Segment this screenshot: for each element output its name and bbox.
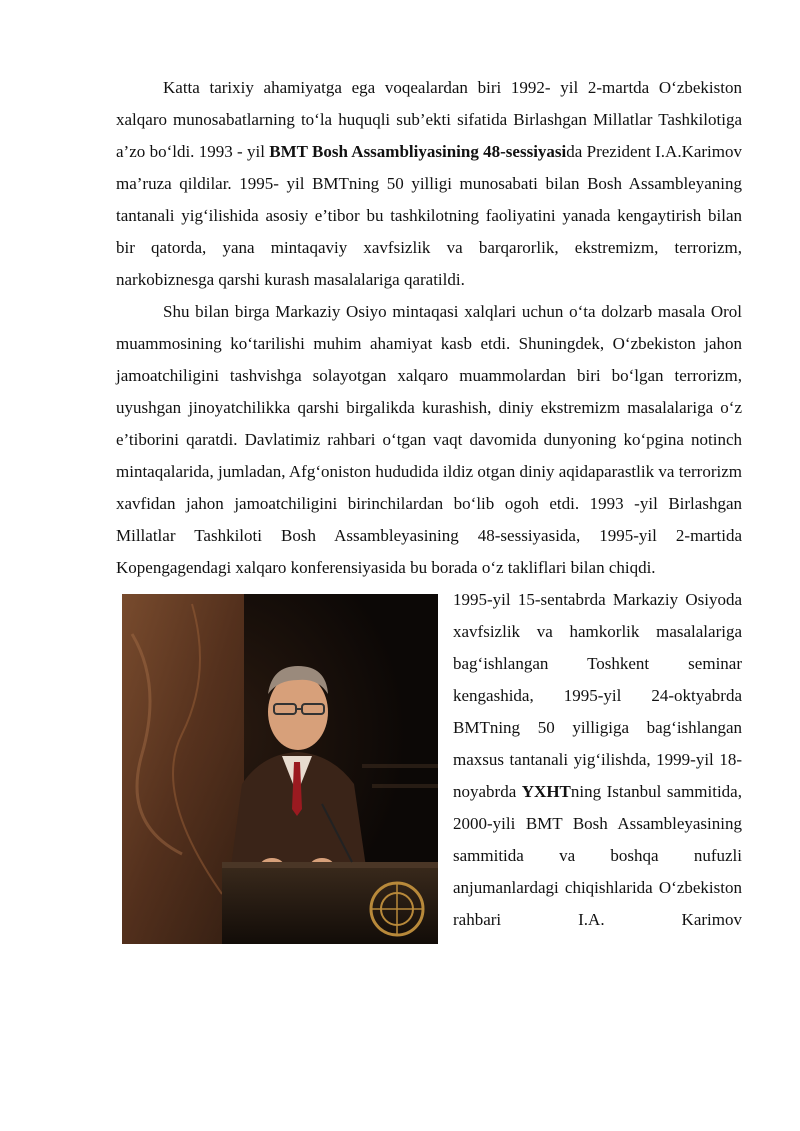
paragraph-1-text-a: Katta tarixiy ahamiyatga ega voqealardan biri 1992- yil 2-martda O‘zbekiston xalqaro munosabatlarning to‘la huquqli sub’ekti sifatida Birlashgan Millatlar Tashkilotiga a’zo bo‘ldi. 1993 - yil [116,78,742,161]
paragraph-3 [453,584,742,936]
paragraph-3-text-b: ning Istanbul sammitida, 2000-yili BMT Bosh Assambleyasining sammitida va boshqa nufuzli anjumanlardagi chiqishlarida O‘zbekiston rahbari I.A. Karimov [453,782,742,929]
speaker-at-un-podium-photo [122,594,438,944]
figure-row [116,584,742,984]
paragraph-3-bold: YXHT [521,782,571,801]
paragraph-1-bold: BMT Bosh Assambliyasining 48-sessiyasi [269,142,567,161]
paragraph-2: Shu bilan birga Markaziy Osiyo mintaqasi xalqlari uchun o‘ta dolzarb masala Orol muammosining ko‘tarilishi muhim ahamiyat kasb etdi. Shuningdek, O‘zbekiston jahon jamoatchiligini tashvishga solayotgan xalqaro muammolardan biri bo‘lgan terrorizm, uyushgan jinoyatchilikka qarshi birgalikda kurashish, diniy ekstremizm masalalariga o‘z e’tiborini qaratdi. Davlatimiz rahbari o‘tgan vaqt davomida dunyoning ko‘pgina notinch mintaqalarida, jumladan, Afg‘oniston hududida ildiz otgan diniy aqidaparastlik va terrorizm xavfidan jahon jamoatchiligini birinchilardan bo‘lib ogoh etdi. 1993 -yil Birlashgan Millatlar Tashkiloti Bosh Assambleyasining 48-sessiyasida, 1995-yil 2-martida Kopengagendagi xalqaro konferensiyasida bu borada o‘z takliflari bilan chiqdi. [116,302,742,577]
paragraph-3-text-a: 1995-yil 15-sentabrda Markaziy Osiyoda xavfsizlik va hamkorlik masalalariga bag‘ishlangan Toshkent seminar kengashida, 1995-yil 24-oktyabrda BMTning 50 yilligiga bag‘ishlangan maxsus tantanali yig‘ilishda, 1999-yil 18-noyabrda [453,590,742,801]
paragraph-1-text-b: da Prezident I.A.Karimov ma’ruza qildilar. 1995- yil BMTning 50 yilligi munosabati bilan Bosh Assambleyaning tantanali yig‘ilishida asosiy e’tibor bu tashkilotning faoliyatini yanada kengaytirish bilan bir qatorda, yana mintaqaviy xavfsizlik va barqarorlik, ekstremizm, terrorizm, narkobiznesga qarshi kurash masalalariga qaratildi. [116,142,742,289]
speaker-photo [122,594,438,944]
side-column [453,584,742,936]
paragraph-1 [116,72,742,296]
document-page [116,72,742,984]
